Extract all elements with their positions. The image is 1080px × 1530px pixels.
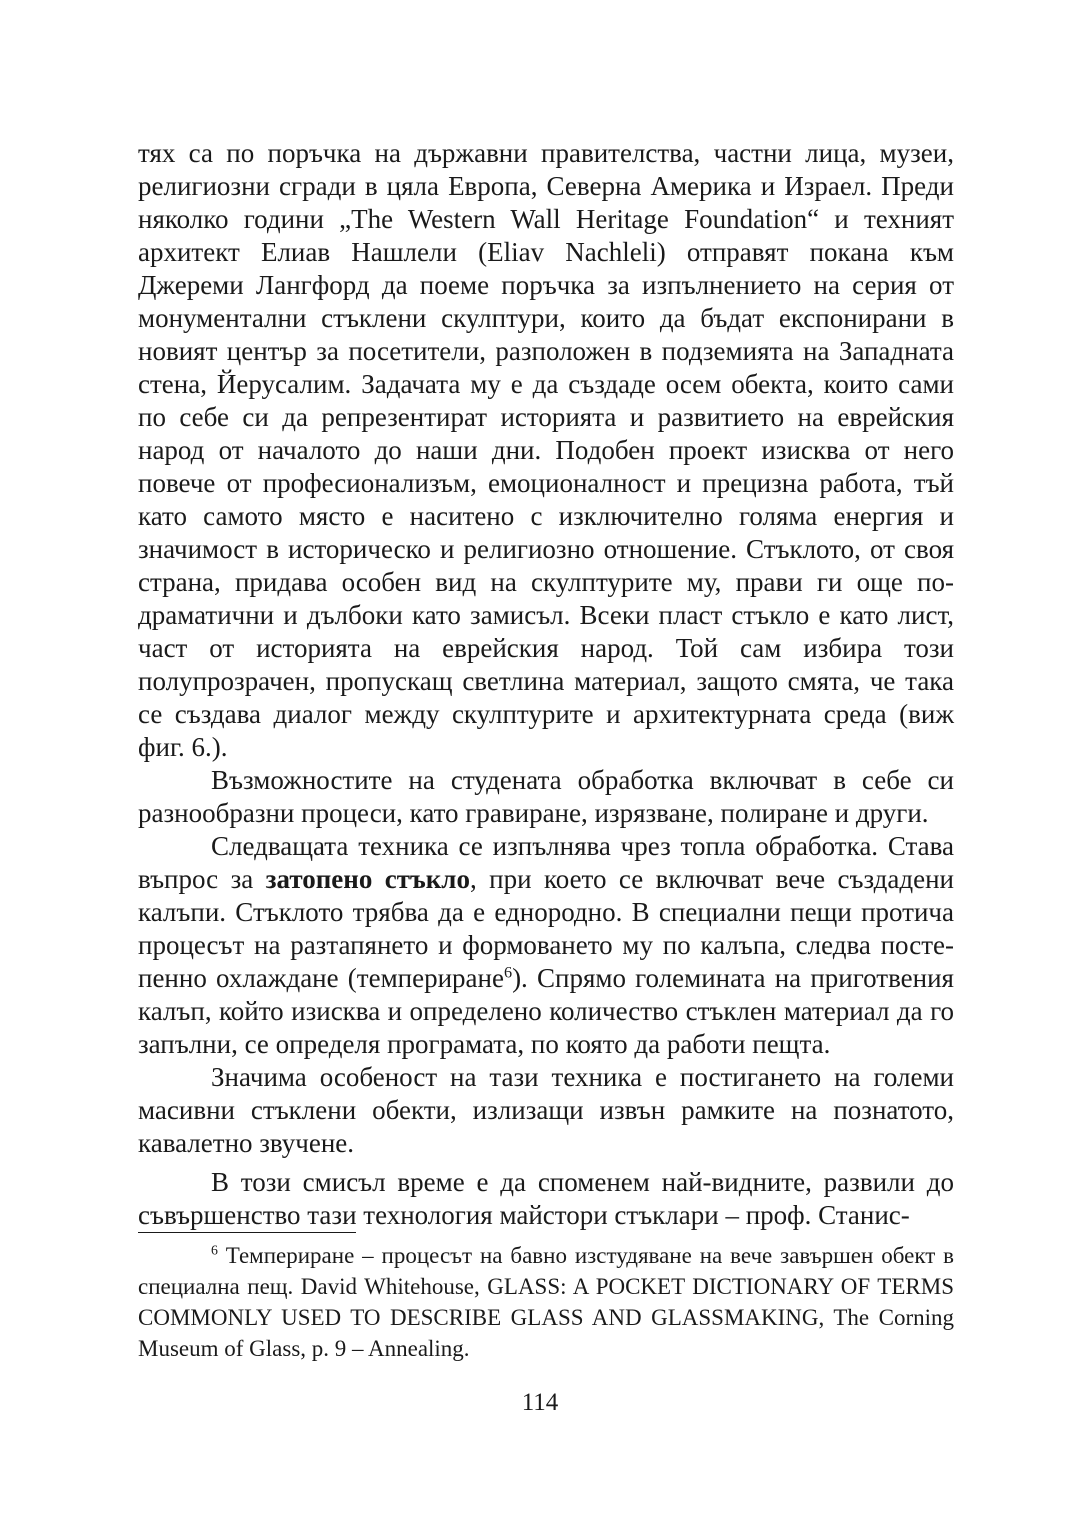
paragraph-5: В този смисъл време е да споменем най-видните, развили до съвършенство тази технология майстори стъклари – проф. Станис-	[138, 1167, 954, 1230]
footnotes	[138, 1240, 954, 1364]
page-number: 114	[521, 1389, 559, 1416]
paragraph-4: Значима особеност на тази техника е постигането на големи масивни стъклени обекти, излизащи извън рамките на познатото, кавалетно звучене.	[138, 1062, 954, 1158]
footnote-reference: 6	[503, 963, 513, 982]
paragraph-2: Възможностите на студената обработка включват в себе си разнообразни процеси, като гравиране, изрязване, полиране и други.	[138, 765, 954, 828]
bold-term: затопено стъкло	[265, 864, 470, 894]
footnote-marker: 6	[211, 1242, 218, 1258]
paragraph-3-text-middle: , при което се включват вече създадени калъпи. Стъклото трябва да е еднородно. В специални пещи протича процесът на разтапянето и формоването му по калъпа, следва постепенно охлаждане (темпериране	[138, 864, 954, 993]
paragraph-1: тях са по поръчка на държавни правителства, частни лица, музеи, религиозни сгради в цяла Европа, Северна Америка и Израел. Преди няколко години „The Western Wall Heritage Foundation“ и техният архитект Елиав Нашлели (Eliav Nachleli) отправят покана към Джереми Лангфорд да поеме поръчка за изпълнението на серия от монументални стъклени скулптури, които да бъдат експонирани в новият център за посетители, разположен в подземията на Западната стена, Йерусалим. Задачата му е да създаде осем обекта, които сами по себе си да репрезентират историята и развитието на еврейския народ от началото до наши дни. Подобен проект изисква от него повече от професионализъм, емоционалност и прецизна работа, тъй като самото място е наситено с изключително голяма енергия и значимост в историческо и религиозно отношение. Стъклото, от своя страна, придава особен вид на скулптурите му, прави ги още по-драматични и дълбоки като замисъл. Всеки пласт стъкло е като лист, част от историята на еврейския народ. Той сам избира този полупрозрачен, пропускащ светлина материал, защото смята, че така се създава диалог между скулптурите и архитектурната среда (виж фиг. 6.).	[138, 138, 954, 762]
paragraph-3	[138, 830, 954, 1061]
footnote-separator	[138, 1232, 356, 1233]
footnote-text: Темпериране – процесът на бавно изстудяване на вече завършен обект в специална пещ. David Whitehouse, GLASS: A POCKET DICTIONARY OF TERMS COMMONLY USED TO DESCRIBE GLASS AND GLASSMAKING, The Corning Museum of Glass, p. 9 – Annealing.	[138, 1243, 954, 1361]
body-text	[138, 137, 954, 1232]
footnote-6	[138, 1240, 954, 1364]
paragraph-3-text-end: ). Спрямо големината на приготвения калъп, който изисква и определено количество стъклен материал да го запълни, се определя програмата, по която да работи пещта.	[138, 963, 954, 1059]
paragraph-3-text-start: Следващата техника се изпълнява чрез топла обработка. Става въпрос за	[138, 831, 954, 894]
